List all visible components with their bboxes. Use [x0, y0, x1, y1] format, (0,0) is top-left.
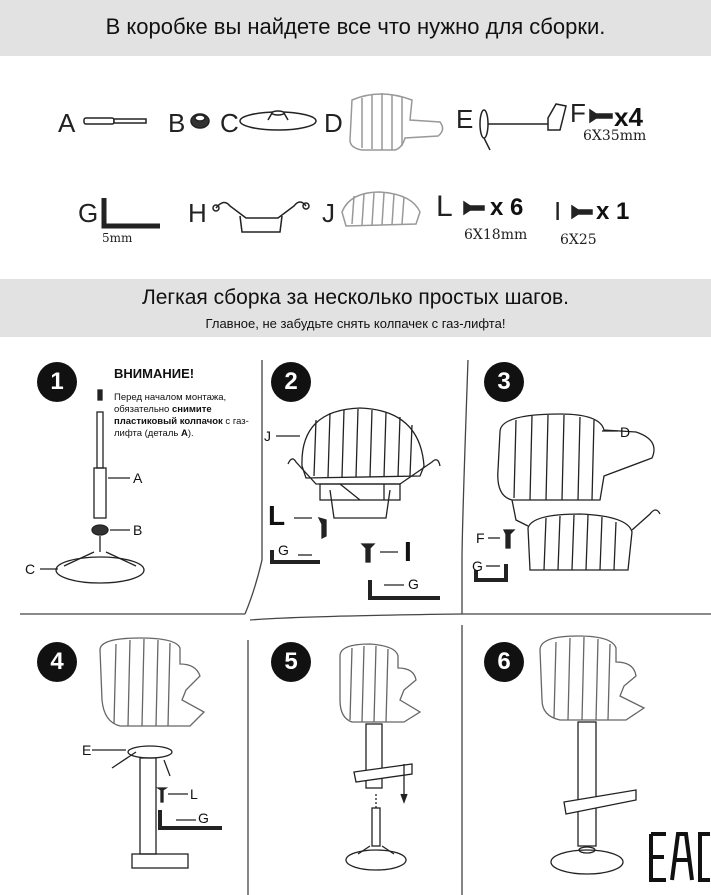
step1-label-a: A [133, 470, 143, 486]
step3-label-g: G [472, 558, 483, 574]
part-f-quantity: x4 [614, 102, 643, 132]
part-f-label: F [570, 98, 586, 128]
step6-base-drawing [551, 722, 636, 874]
step2-label-l: L [268, 500, 286, 531]
step2-number: 2 [271, 362, 311, 402]
step1-label-b: B [133, 522, 143, 538]
part-l-size: 6X18mm [464, 227, 528, 243]
step1-label-c: C [25, 561, 36, 577]
step2-label-g1: G [278, 542, 289, 558]
part-d-label: D [324, 108, 343, 138]
step5-number: 5 [271, 642, 311, 682]
assembly-title: Легкая сборка за несколько простых шагов. [141, 286, 570, 309]
box-title: В коробке вы найдете все что нужно для сборки. [105, 14, 606, 39]
step5-base-drawing [346, 724, 412, 870]
eac-mark [651, 834, 710, 880]
part-a-label: A [58, 108, 76, 138]
step4-base-drawing [92, 746, 222, 868]
step6-drawing [540, 636, 644, 720]
part-l-quantity: x 6 [490, 194, 524, 221]
part-j-label: J [322, 198, 335, 228]
part-g-label: G [78, 198, 99, 228]
part-f-size: 6X35mm [583, 128, 647, 144]
step3-drawing [476, 414, 660, 580]
step2-label-i: I [404, 536, 412, 567]
step4-drawing [100, 638, 204, 726]
part-i-quantity: x 1 [596, 198, 630, 225]
step5-drawing [340, 644, 420, 722]
step1-number: 1 [37, 362, 77, 402]
warning-text: Перед началом монтажа, обязательно снимите пластиковый колпачок с газ-лифта (деталь A). [114, 392, 249, 439]
part-l-label: L [436, 190, 453, 223]
step3-label-f: F [476, 530, 485, 546]
part-c-label: C [220, 108, 239, 138]
step4-label-l: L [190, 786, 198, 802]
part-b-label: B [168, 108, 186, 138]
step4-number: 4 [37, 642, 77, 682]
part-i-size: 6X25 [560, 232, 597, 248]
assembly-subtitle: Главное, не забудьте снять колпачек с газ-лифта! [205, 316, 506, 331]
step3-number: 3 [484, 362, 524, 402]
step4-label-e: E [82, 742, 92, 758]
step4-label-g: G [198, 810, 209, 826]
part-g-size: 5mm [102, 231, 133, 245]
step2-drawing [272, 408, 440, 598]
warning-title: ВНИМАНИЕ! [114, 366, 195, 381]
step2-label-g2: G [408, 576, 419, 592]
step3-label-d: D [620, 424, 631, 440]
step6-number: 6 [484, 642, 524, 682]
part-i-label: I [554, 196, 562, 226]
part-h-label: H [188, 198, 207, 228]
part-e-label: E [456, 104, 474, 134]
step2-label-j: J [264, 428, 271, 444]
